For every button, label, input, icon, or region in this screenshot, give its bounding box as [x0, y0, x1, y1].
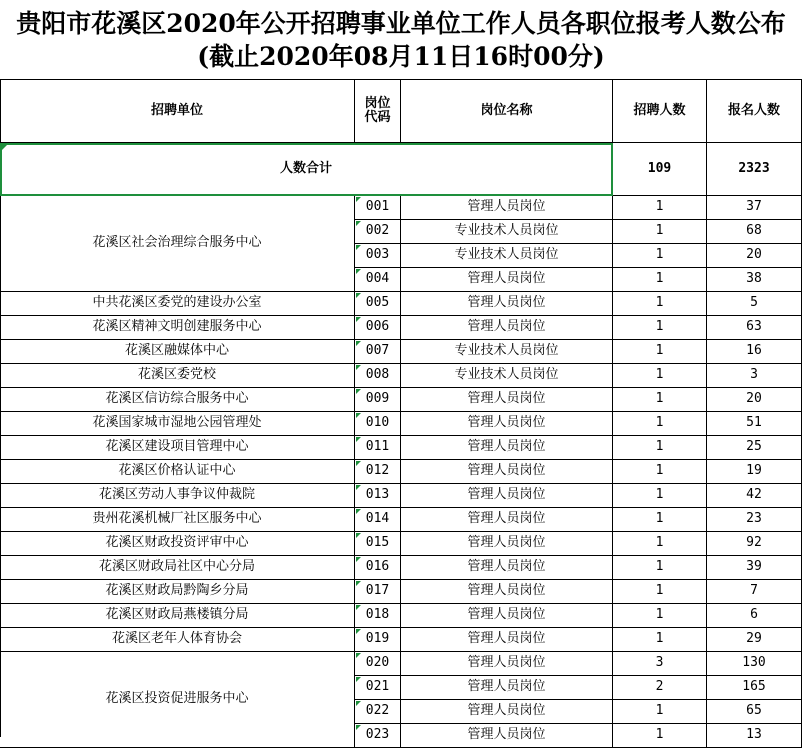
cell-comment-marker	[356, 581, 361, 586]
sheet-title: 贵阳市花溪区2020年公开招聘事业单位工作人员各职位报考人数公布(截止2020年08月11日16时00分)	[0, 0, 802, 80]
recruit-count-cell[interactable]: 1	[613, 412, 707, 436]
position-name-cell[interactable]: 专业技术人员岗位	[401, 364, 613, 388]
applicant-count-cell[interactable]: 6	[707, 604, 802, 628]
position-name-cell[interactable]: 管理人员岗位	[401, 196, 613, 220]
position-code-cell[interactable]: 008	[355, 364, 401, 388]
unit-name-cell[interactable]: 花溪区财政局燕楼镇分局	[0, 604, 355, 628]
recruit-count-cell[interactable]: 1	[613, 340, 707, 364]
cell-comment-marker	[356, 317, 361, 322]
unit-name-cell[interactable]: 花溪区融媒体中心	[0, 340, 355, 364]
position-code-cell[interactable]: 007	[355, 340, 401, 364]
position-name-cell[interactable]: 管理人员岗位	[401, 412, 613, 436]
applicant-count-cell[interactable]: 42	[707, 484, 802, 508]
header-recruit[interactable]: 招聘人数	[613, 80, 707, 143]
recruit-count-cell[interactable]: 1	[613, 628, 707, 652]
cell-comment-marker	[356, 269, 361, 274]
position-name-cell[interactable]: 管理人员岗位	[401, 652, 613, 676]
recruit-count-cell[interactable]: 1	[613, 724, 707, 748]
cell-comment-marker	[356, 413, 361, 418]
recruit-count-cell[interactable]: 1	[613, 196, 707, 220]
recruit-count-cell[interactable]: 1	[613, 388, 707, 412]
applicant-count-cell[interactable]: 165	[707, 676, 802, 700]
applicant-count-cell[interactable]: 20	[707, 244, 802, 268]
total-recruit[interactable]: 109	[613, 143, 707, 196]
position-code-cell[interactable]: 009	[355, 388, 401, 412]
position-code-cell[interactable]: 005	[355, 292, 401, 316]
position-name-cell[interactable]: 管理人员岗位	[401, 556, 613, 580]
position-name-cell[interactable]: 管理人员岗位	[401, 724, 613, 748]
recruit-count-cell[interactable]: 2	[613, 676, 707, 700]
applicant-count-cell[interactable]: 63	[707, 316, 802, 340]
position-name-cell[interactable]: 管理人员岗位	[401, 268, 613, 292]
position-code-cell[interactable]: 013	[355, 484, 401, 508]
cell-comment-marker	[356, 629, 361, 634]
total-applicants[interactable]: 2323	[707, 143, 802, 196]
cell-comment-marker	[2, 145, 7, 150]
position-code-cell[interactable]: 018	[355, 604, 401, 628]
cell-comment-marker	[356, 461, 361, 466]
applicant-count-cell[interactable]: 39	[707, 556, 802, 580]
position-name-cell[interactable]: 管理人员岗位	[401, 436, 613, 460]
applicant-count-cell[interactable]: 19	[707, 460, 802, 484]
position-code-cell[interactable]: 001	[355, 196, 401, 220]
applicant-count-cell[interactable]: 68	[707, 220, 802, 244]
applicant-count-cell[interactable]: 16	[707, 340, 802, 364]
position-code-cell[interactable]: 015	[355, 532, 401, 556]
unit-name-cell[interactable]: 花溪区建设项目管理中心	[0, 436, 355, 460]
position-name-cell[interactable]: 专业技术人员岗位	[401, 340, 613, 364]
position-name-cell[interactable]: 管理人员岗位	[401, 508, 613, 532]
position-code-cell[interactable]: 016	[355, 556, 401, 580]
applicant-count-cell[interactable]: 29	[707, 628, 802, 652]
position-code-cell[interactable]: 014	[355, 508, 401, 532]
recruit-count-cell[interactable]: 1	[613, 316, 707, 340]
position-code-cell[interactable]: 006	[355, 316, 401, 340]
recruit-count-cell[interactable]: 3	[613, 652, 707, 676]
recruit-count-cell[interactable]: 1	[613, 364, 707, 388]
cell-comment-marker	[356, 533, 361, 538]
position-name-cell[interactable]: 管理人员岗位	[401, 628, 613, 652]
recruit-count-cell[interactable]: 1	[613, 508, 707, 532]
unit-name-cell[interactable]: 花溪国家城市湿地公园管理处	[0, 412, 355, 436]
cell-comment-marker	[356, 677, 361, 682]
position-name-cell[interactable]: 管理人员岗位	[401, 532, 613, 556]
recruit-count-cell[interactable]: 1	[613, 268, 707, 292]
header-position[interactable]: 岗位名称	[401, 80, 613, 143]
position-code-cell[interactable]: 021	[355, 676, 401, 700]
position-name-cell[interactable]: 管理人员岗位	[401, 292, 613, 316]
recruit-count-cell[interactable]: 1	[613, 244, 707, 268]
unit-name-cell[interactable]: 花溪区精神文明创建服务中心	[0, 316, 355, 340]
unit-name-cell[interactable]: 花溪区社会治理综合服务中心	[0, 196, 355, 292]
position-code-cell[interactable]: 017	[355, 580, 401, 604]
position-code-cell[interactable]: 022	[355, 700, 401, 724]
position-name-cell[interactable]: 管理人员岗位	[401, 388, 613, 412]
recruit-count-cell[interactable]: 1	[613, 484, 707, 508]
recruit-count-cell[interactable]: 1	[613, 604, 707, 628]
recruit-count-cell[interactable]: 1	[613, 292, 707, 316]
unit-name-cell[interactable]: 中共花溪区委党的建设办公室	[0, 292, 355, 316]
cell-comment-marker	[356, 653, 361, 658]
unit-name-cell[interactable]: 花溪区财政局黔陶乡分局	[0, 580, 355, 604]
cell-comment-marker	[356, 221, 361, 226]
header-applicants[interactable]: 报名人数	[707, 80, 802, 143]
applicant-count-cell[interactable]: 5	[707, 292, 802, 316]
cell-comment-marker	[356, 485, 361, 490]
applicant-count-cell[interactable]: 65	[707, 700, 802, 724]
position-name-cell[interactable]: 管理人员岗位	[401, 580, 613, 604]
cell-comment-marker	[356, 725, 361, 730]
position-code-cell[interactable]: 010	[355, 412, 401, 436]
unit-name-cell[interactable]: 花溪区委党校	[0, 364, 355, 388]
unit-name-cell[interactable]: 花溪区财政投资评审中心	[0, 532, 355, 556]
recruit-count-cell[interactable]: 1	[613, 580, 707, 604]
cell-comment-marker	[356, 701, 361, 706]
cell-comment-marker	[356, 341, 361, 346]
recruit-count-cell[interactable]: 1	[613, 460, 707, 484]
unit-name-cell[interactable]: 花溪区价格认证中心	[0, 460, 355, 484]
cell-comment-marker	[356, 245, 361, 250]
unit-name-cell[interactable]: 花溪区财政局社区中心分局	[0, 556, 355, 580]
position-name-cell[interactable]: 管理人员岗位	[401, 700, 613, 724]
position-name-cell[interactable]: 专业技术人员岗位	[401, 244, 613, 268]
cell-comment-marker	[356, 437, 361, 442]
applicant-count-cell[interactable]: 13	[707, 724, 802, 748]
position-name-cell[interactable]: 管理人员岗位	[401, 604, 613, 628]
applicant-count-cell[interactable]: 51	[707, 412, 802, 436]
position-code-cell[interactable]: 020	[355, 652, 401, 676]
position-code-cell[interactable]: 023	[355, 724, 401, 748]
position-name-cell[interactable]: 专业技术人员岗位	[401, 220, 613, 244]
applicant-count-cell[interactable]: 20	[707, 388, 802, 412]
applicant-count-cell[interactable]: 25	[707, 436, 802, 460]
cell-comment-marker	[356, 389, 361, 394]
recruit-count-cell[interactable]: 1	[613, 532, 707, 556]
cell-comment-marker	[356, 509, 361, 514]
header-unit[interactable]: 招聘单位	[0, 80, 355, 143]
recruit-count-cell[interactable]: 1	[613, 436, 707, 460]
position-name-cell[interactable]: 管理人员岗位	[401, 460, 613, 484]
position-code-cell[interactable]: 019	[355, 628, 401, 652]
cell-comment-marker	[356, 293, 361, 298]
unit-name-cell[interactable]: 花溪区老年人体育协会	[0, 628, 355, 652]
total-label[interactable]: 人数合计	[0, 143, 613, 196]
unit-name-cell[interactable]: 花溪区投资促进服务中心	[0, 652, 355, 748]
cell-comment-marker	[356, 365, 361, 370]
position-name-cell[interactable]: 管理人员岗位	[401, 316, 613, 340]
recruit-count-cell[interactable]: 1	[613, 220, 707, 244]
cell-comment-marker	[356, 557, 361, 562]
position-name-cell[interactable]: 管理人员岗位	[401, 676, 613, 700]
unit-name-cell[interactable]: 贵州花溪机械厂社区服务中心	[0, 508, 355, 532]
applicant-count-cell[interactable]: 23	[707, 508, 802, 532]
applicant-count-cell[interactable]: 130	[707, 652, 802, 676]
applicant-count-cell[interactable]: 3	[707, 364, 802, 388]
applicant-count-cell[interactable]: 92	[707, 532, 802, 556]
unit-name-cell[interactable]: 花溪区劳动人事争议仲裁院	[0, 484, 355, 508]
position-code-cell[interactable]: 003	[355, 244, 401, 268]
position-code-cell[interactable]: 004	[355, 268, 401, 292]
cell-comment-marker	[356, 605, 361, 610]
applicant-count-cell[interactable]: 37	[707, 196, 802, 220]
recruit-count-cell[interactable]: 1	[613, 556, 707, 580]
recruit-count-cell[interactable]: 1	[613, 700, 707, 724]
position-code-cell[interactable]: 011	[355, 436, 401, 460]
cell-comment-marker	[356, 197, 361, 202]
position-code-cell[interactable]: 002	[355, 220, 401, 244]
applicant-count-cell[interactable]: 38	[707, 268, 802, 292]
applicant-count-cell[interactable]: 7	[707, 580, 802, 604]
header-code[interactable]: 岗位代码	[355, 80, 401, 143]
position-name-cell[interactable]: 管理人员岗位	[401, 484, 613, 508]
position-code-cell[interactable]: 012	[355, 460, 401, 484]
unit-name-cell[interactable]: 花溪区信访综合服务中心	[0, 388, 355, 412]
